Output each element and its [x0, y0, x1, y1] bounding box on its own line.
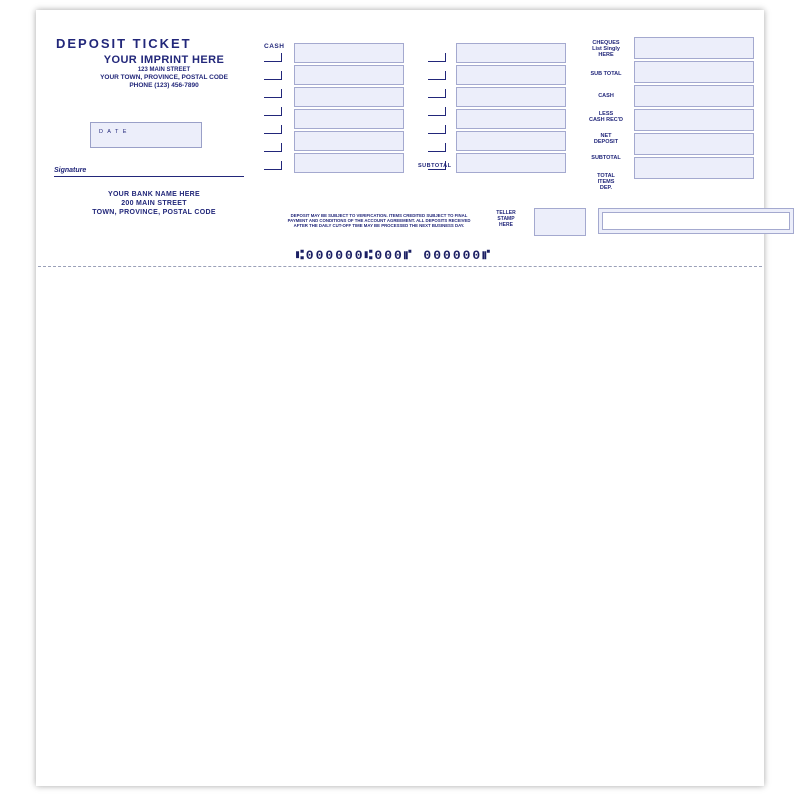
bank-city: TOWN, PROVINCE, POSTAL CODE: [92, 209, 216, 216]
tick-mark: [264, 125, 282, 134]
tick-mark: [264, 161, 282, 170]
signature-label: Signature: [54, 167, 87, 174]
tick-mark: [428, 143, 446, 152]
row-label-subtotal-2: SUBTOTAL: [591, 155, 621, 161]
tick-mark: [428, 107, 446, 116]
summary-cell[interactable]: [634, 109, 754, 131]
amount-cell[interactable]: [294, 43, 404, 63]
tick-mark: [264, 143, 282, 152]
summary-cell[interactable]: [634, 157, 754, 179]
amount-cell[interactable]: [294, 131, 404, 151]
amount-cell[interactable]: [294, 153, 404, 173]
amount-cell[interactable]: [456, 153, 566, 173]
signature-line[interactable]: [54, 176, 244, 177]
summary-cell[interactable]: [634, 133, 754, 155]
amount-cell[interactable]: [294, 65, 404, 85]
imprint-block: [64, 54, 264, 89]
teller-stamp-area: TELLER STAMP HERE: [496, 210, 516, 228]
tick-mark: [428, 53, 446, 62]
micr-line: ⑆000000⑆000⑈ 000000⑈: [296, 248, 493, 263]
tick-mark: [428, 125, 446, 134]
row-label-total-items: TOTAL ITEMS DEP.: [597, 173, 615, 191]
summary-cell[interactable]: [634, 85, 754, 107]
row-label-cash: CASH: [598, 93, 614, 99]
imprint-name: YOUR IMPRINT HERE: [103, 54, 225, 66]
amount-cell[interactable]: [294, 87, 404, 107]
row-label-subtotal: SUB TOTAL: [590, 71, 622, 77]
page-title: DEPOSIT TICKET: [56, 36, 192, 51]
deposit-ticket: [36, 10, 764, 266]
tick-mark: [428, 89, 446, 98]
tick-mark: [264, 71, 282, 80]
row-label-less-cash: LESS CASH REC'D: [588, 111, 623, 123]
date-field[interactable]: [90, 122, 202, 148]
bank-street: 200 MAIN STREET: [121, 200, 187, 207]
imprint-city: YOUR TOWN, PROVINCE, POSTAL CODE: [100, 74, 228, 81]
amount-cell[interactable]: [456, 131, 566, 151]
row-label-cheques: CHEQUES List Singly HERE: [592, 40, 620, 58]
tick-mark: [428, 71, 446, 80]
blank-stub-area: [36, 267, 764, 786]
subtotal-label: SUBTOTAL: [418, 163, 452, 169]
amount-cell[interactable]: [456, 65, 566, 85]
legal-disclaimer: DEPOSIT MAY BE SUBJECT TO VERIFICATION. ITEMS CREDITED SUBJECT TO FINAL PAYMENT AND CONDITIONS OF THE ACCOUNT AGREEMENT. ALL DEPOSITS RECEIVED AFTER THE DAILY CUT-OFF TIME MAY BE PROCESSED THE NEXT BUSINESS DAY.: [287, 213, 471, 229]
tick-mark: [264, 53, 282, 62]
summary-cell[interactable]: [634, 61, 754, 83]
total-amount-box[interactable]: [598, 208, 794, 234]
imprint-phone: PHONE (123) 456-7890: [129, 82, 199, 89]
amount-cell[interactable]: [294, 109, 404, 129]
imprint-street: 123 MAIN STREET: [137, 67, 191, 73]
bank-name: YOUR BANK NAME HERE: [107, 191, 201, 198]
amount-cell[interactable]: [456, 87, 566, 107]
tick-mark: [264, 107, 282, 116]
total-items-box[interactable]: [534, 208, 586, 236]
row-label-net-dep: NET DEPOSIT: [593, 133, 619, 145]
cash-column-header: CASH: [264, 43, 285, 50]
date-field-label: D A T E: [99, 129, 128, 135]
summary-cell[interactable]: [634, 37, 754, 59]
total-amount-inner: [602, 212, 790, 230]
tick-mark: [264, 89, 282, 98]
amount-cell[interactable]: [456, 43, 566, 63]
amount-cell[interactable]: [456, 109, 566, 129]
bank-address-block: [54, 190, 254, 217]
